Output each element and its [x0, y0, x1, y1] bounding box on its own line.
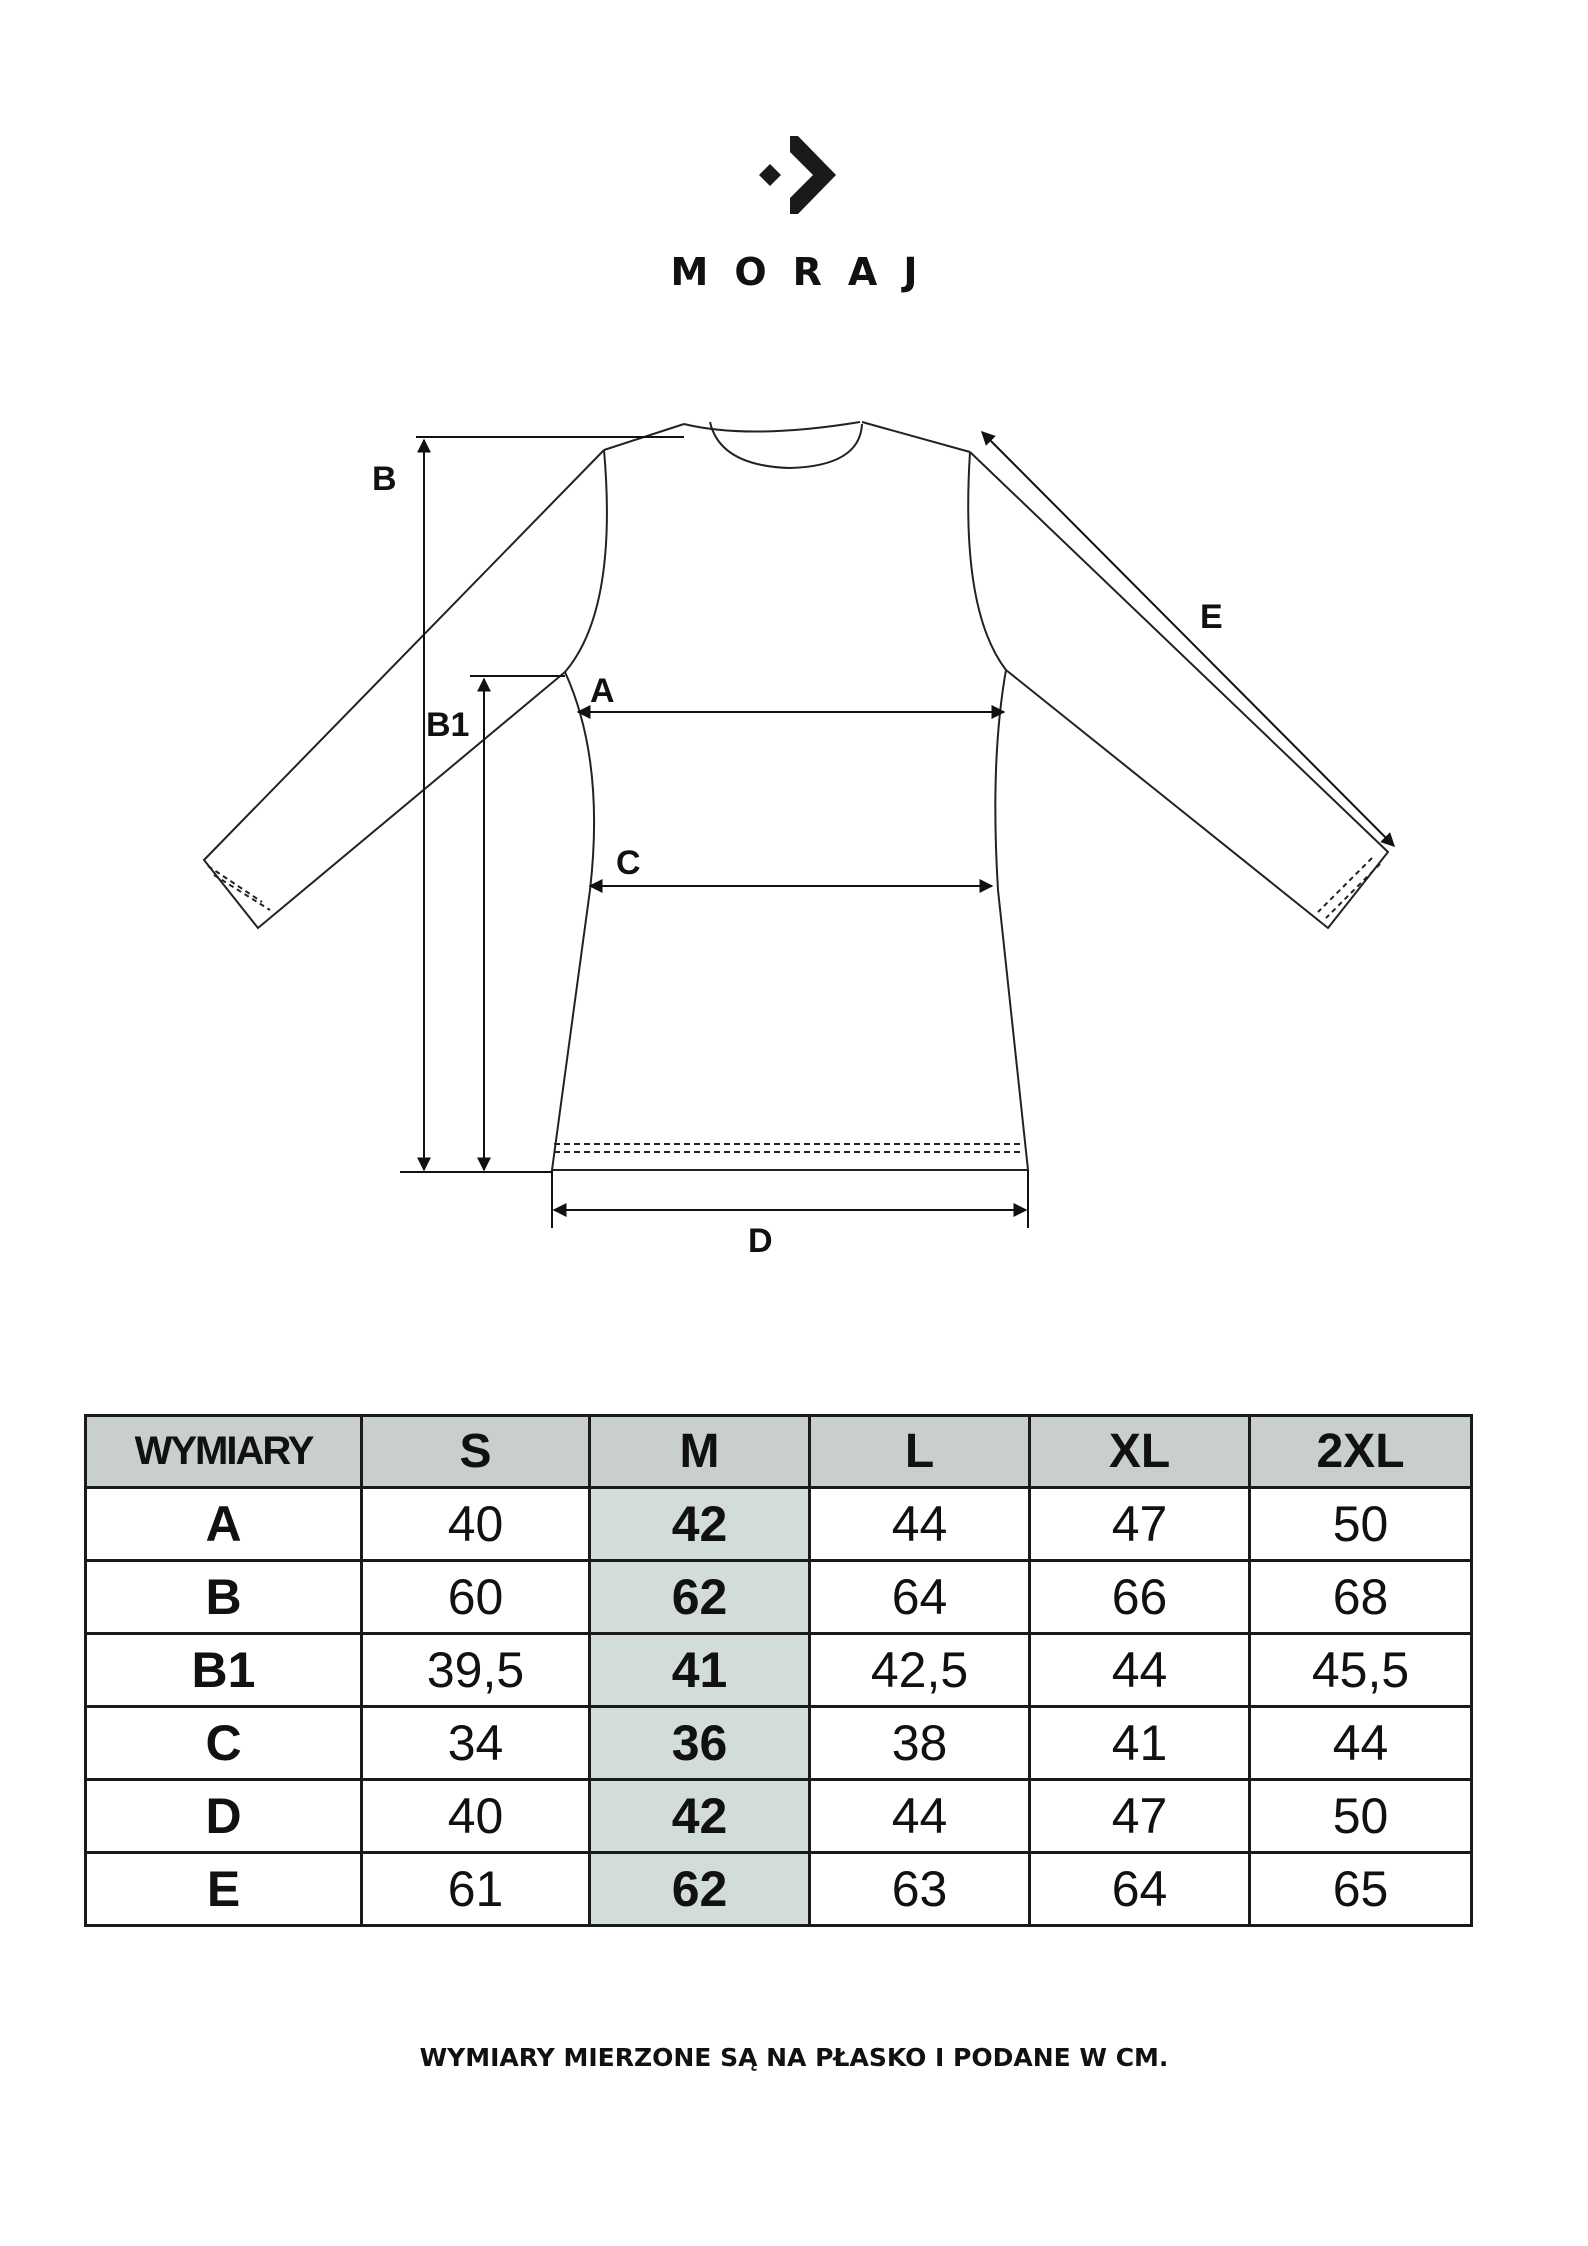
label-d: D	[748, 1222, 773, 1260]
table-cell: 62	[590, 1561, 810, 1634]
table-cell: 34	[362, 1707, 590, 1780]
table-cell: 39,5	[362, 1634, 590, 1707]
row-label: D	[86, 1780, 362, 1853]
header-size: M	[590, 1416, 810, 1488]
header-corner: WYMIARY	[86, 1416, 362, 1488]
table-cell: 64	[810, 1561, 1030, 1634]
label-b1: B1	[426, 706, 470, 744]
table-row	[86, 1853, 1472, 1926]
row-label: A	[86, 1488, 362, 1561]
table-cell: 45,5	[1250, 1634, 1472, 1707]
row-label: E	[86, 1853, 362, 1926]
table-cell: 44	[1030, 1634, 1250, 1707]
table-cell: 36	[590, 1707, 810, 1780]
table-cell: 41	[590, 1634, 810, 1707]
measurement-note: WYMIARY MIERZONE SĄ NA PŁASKO I PODANE W CM.	[419, 2043, 1169, 2072]
table-row	[86, 1780, 1472, 1853]
row-label: C	[86, 1707, 362, 1780]
table-cell: 42	[590, 1780, 810, 1853]
row-label: B1	[86, 1634, 362, 1707]
table-cell: 44	[810, 1488, 1030, 1561]
table-row	[86, 1488, 1472, 1561]
label-e: E	[1200, 598, 1223, 636]
row-label: B	[86, 1561, 362, 1634]
label-b: B	[372, 460, 397, 498]
table-cell: 44	[1250, 1707, 1472, 1780]
table-cell: 40	[362, 1780, 590, 1853]
table-row	[86, 1561, 1472, 1634]
table-cell: 42,5	[810, 1634, 1030, 1707]
header-size: XL	[1030, 1416, 1250, 1488]
table-cell: 42	[590, 1488, 810, 1561]
table-row	[86, 1634, 1472, 1707]
table-cell: 66	[1030, 1561, 1250, 1634]
table-cell: 65	[1250, 1853, 1472, 1926]
table-cell: 38	[810, 1707, 1030, 1780]
size-chart-table	[84, 1414, 1473, 1927]
brand-name: MORAJ	[670, 250, 944, 294]
table-cell: 63	[810, 1853, 1030, 1926]
table-cell: 64	[1030, 1853, 1250, 1926]
shirt-outline	[204, 422, 1388, 1170]
table-cell: 50	[1250, 1488, 1472, 1561]
table-cell: 47	[1030, 1488, 1250, 1561]
header-size: L	[810, 1416, 1030, 1488]
table-cell: 60	[362, 1561, 590, 1634]
header-row	[86, 1416, 1472, 1488]
table-row	[86, 1707, 1472, 1780]
table-cell: 44	[810, 1780, 1030, 1853]
table-cell: 68	[1250, 1561, 1472, 1634]
table-cell: 40	[362, 1488, 590, 1561]
table-cell: 41	[1030, 1707, 1250, 1780]
label-c: C	[616, 844, 641, 882]
header-size: 2XL	[1250, 1416, 1472, 1488]
table-cell: 50	[1250, 1780, 1472, 1853]
table-cell: 61	[362, 1853, 590, 1926]
measurement-lines	[400, 432, 1394, 1228]
table-cell: 47	[1030, 1780, 1250, 1853]
table-cell: 62	[590, 1853, 810, 1926]
label-a: A	[590, 672, 615, 710]
header-size: S	[362, 1416, 590, 1488]
